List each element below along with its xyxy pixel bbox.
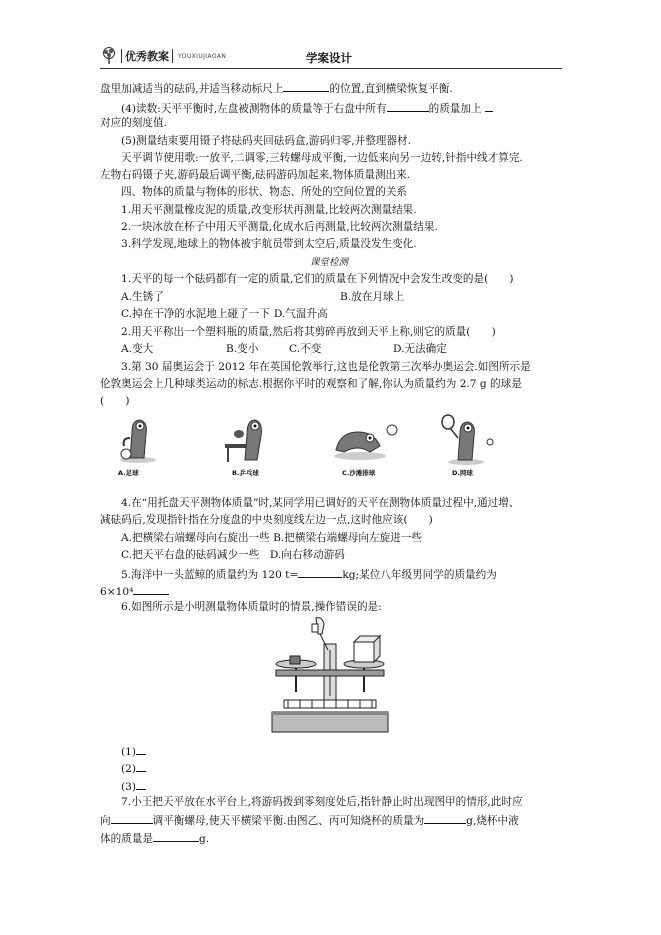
- text-line: 左物右码镊子夹,游码最后调平衡,砝码游码加起来,物体质量测出来.: [100, 169, 411, 181]
- page-header: [100, 46, 562, 69]
- logo: [100, 46, 226, 66]
- blank: [136, 778, 146, 790]
- question-7-line: 体的质量是 g.: [100, 830, 209, 846]
- q2-option-d: D.无法确定: [393, 343, 447, 355]
- question-3-line: 3.第 30 届奥运会于 2012 年在英国伦敦举行,这也是伦敦第三次举办奥运会.如图所示是: [121, 361, 531, 373]
- brand-name: 优秀教案: [125, 50, 169, 63]
- q6-answer-3: (3): [121, 778, 146, 794]
- q1-option-b: B.放在月球上: [340, 291, 405, 303]
- question-6-stem: 6.如图所示是小明测量物体质量时的情景,操作错误的是:: [121, 601, 382, 613]
- question-3-line: 伦敦奥运会上几种球类运动的标志.根据你平时的观察和了解,你认为质量约为 2.7 g 的球是: [100, 378, 522, 390]
- logo-divider: [121, 49, 122, 63]
- text-line: 盘里加减适当的砝码,并适当移动标尺上 的位置,直到横梁恢复平衡.: [100, 80, 453, 96]
- football-mascot-image: [116, 414, 160, 464]
- blank: [136, 760, 146, 772]
- beach-volleyball-mascot-image: [330, 418, 400, 462]
- section-title: 课堂检测: [310, 257, 349, 268]
- question-7-line: 7.小王把天平放在水平台上,将游码拨到零刻度处后,指针静止时出现图甲的情形,此时应: [121, 796, 523, 808]
- blank: [133, 583, 169, 595]
- tennis-mascot-image: [440, 412, 498, 466]
- q4-options-cd: C.把天平右盘的砝码减少一些 D.向右移动游码: [121, 549, 345, 561]
- text-line: 对应的刻度值.: [100, 117, 167, 129]
- question-4-line: 减砝码后,发现指针指在分度盘的中央刻度线左边一点,这时他应该( ): [100, 514, 433, 526]
- question-1-stem: 1.天平的每一个砝码都有一定的质量,它们的质量在下列情况中会发生改变的是( ): [121, 273, 514, 285]
- q6-answer-2: (2): [121, 760, 146, 776]
- text-line: 2.一块冰放在杯子中用天平测量,化成水后再测量,比较两次测量结果.: [121, 221, 438, 233]
- text-line: 天平调节使用歌:一放平,二调零,三转螺母成平衡,一边低来向另一边转,针指中线才算完.: [121, 152, 523, 164]
- q2-option-a: A.变大: [121, 343, 154, 355]
- question-4-line: 4.在“用托盘天平测物体质量”时,某同学用已调好的天平在测物体质量过程中,通过增、: [121, 497, 520, 509]
- text-line: 1.用天平测量橡皮泥的质量,改变形状再测量,比较两次测量结果.: [121, 204, 417, 216]
- question-7-line: 向 调平衡螺母,使天平横梁平衡.由图乙、丙可知烧杯的质量为 g,烧杯中液: [100, 812, 519, 828]
- q1-option-a: A.生锈了: [121, 291, 164, 303]
- blank: [111, 812, 153, 824]
- blank: [136, 743, 146, 755]
- blank: [387, 100, 429, 112]
- q2-option-b: B.变小: [226, 343, 259, 355]
- text-line: (4)读数:天平平衡时,左盘被测物体的质量等于右盘中所有 的质量加上: [121, 100, 493, 116]
- blank: [283, 80, 329, 92]
- blank: [424, 812, 466, 824]
- blank: [298, 566, 342, 578]
- brand-pinyin: YOUXIUJIAOAN: [178, 52, 227, 60]
- question-5-line: 5.海洋中一头蓝鲸的质量约为 120 t= kg;某位八年级男同学的质量约为: [121, 566, 497, 582]
- question-5-line: 6×10⁴: [100, 583, 169, 599]
- tree-logo-icon: [100, 47, 118, 65]
- caption-c: C.沙滩排球: [342, 469, 376, 477]
- q4-options-ab: A.把横梁右端螺母向右旋出一些 B.把横梁右端螺母向左旋进一些: [121, 532, 422, 544]
- q1-option-d: D.气温升高: [273, 308, 328, 320]
- q1-option-c: C.掉在干净的水泥地上碰了一下 D.气温升高: [121, 308, 328, 320]
- balance-scale-image: [266, 616, 394, 736]
- blank: [153, 830, 199, 842]
- table-tennis-mascot-image: [223, 414, 273, 464]
- blank: [485, 100, 493, 112]
- text-line: 3.科学发现,地球上的物体被宇航员带到太空后,质量没发生变化.: [121, 238, 417, 250]
- caption-d: D.网球: [452, 469, 473, 477]
- caption-a: A.足球: [118, 469, 139, 477]
- logo-divider: [172, 49, 173, 63]
- caption-b: B.乒乓球: [232, 469, 259, 477]
- text-line: (5)测量结束要用镊子将砝码夹回砝码盒,游码归零,并整理器材.: [121, 135, 411, 147]
- question-3-line: ( ): [100, 395, 130, 407]
- section-heading: 四、物体的质量与物体的形状、物态、所处的空间位置的关系: [121, 186, 408, 198]
- doc-title: 学案设计: [306, 51, 352, 65]
- question-2-stem: 2.用天平称出一个塑料瓶的质量,然后将其剪碎再放到天平上称,则它的质量( ): [121, 326, 496, 338]
- q2-option-c: C.不变: [289, 343, 322, 355]
- q6-answer-1: (1): [121, 743, 146, 759]
